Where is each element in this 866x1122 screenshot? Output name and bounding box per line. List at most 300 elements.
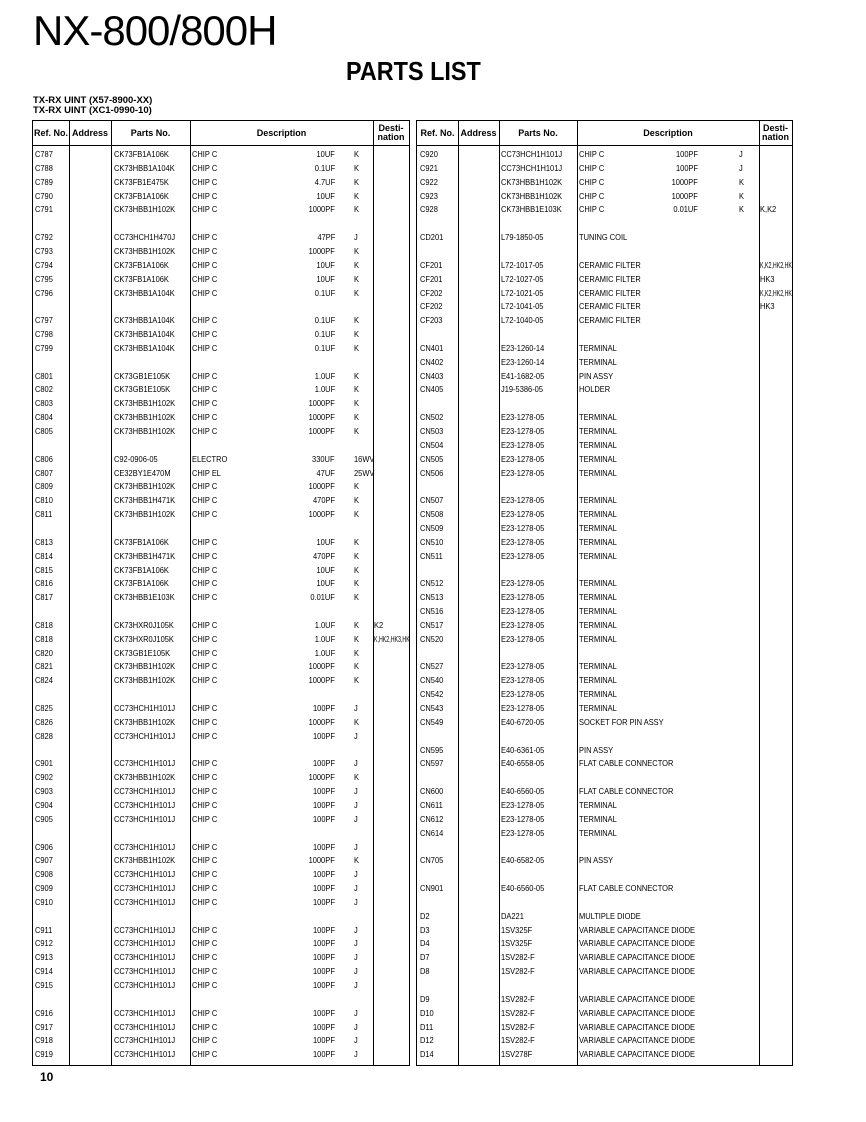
- table-row: [33, 493, 409, 507]
- description: SOCKET FOR PIN ASSY: [579, 716, 664, 727]
- part-no: CK73HBB1H102K: [114, 772, 176, 783]
- value: 10UF: [316, 149, 335, 159]
- part-no: CC73HCH1H101J: [114, 869, 176, 880]
- value: 10UF: [316, 190, 335, 201]
- tolerance: K: [354, 509, 359, 520]
- value: 100PF: [312, 758, 335, 769]
- table-row: [417, 687, 792, 701]
- part-no: CC73HCH1H101J: [114, 813, 176, 824]
- value: 100PF: [312, 730, 335, 741]
- description: ELECTRO: [192, 453, 228, 464]
- description: MULTIPLE DIODE: [579, 910, 641, 921]
- tolerance: J: [354, 758, 358, 769]
- table-row: [417, 812, 792, 826]
- value: 1000PF: [308, 772, 335, 783]
- description: TERMINAL: [579, 578, 617, 589]
- tolerance: K: [354, 329, 359, 340]
- description: CHIP C: [192, 938, 218, 949]
- description: TERMINAL: [579, 522, 617, 533]
- part-no: CK73HXR0J105K: [114, 619, 174, 630]
- value: 100PF: [312, 896, 335, 907]
- ref-no: C910: [35, 896, 53, 907]
- ref-no: C917: [35, 1021, 53, 1032]
- ref-no: C913: [35, 952, 53, 963]
- table-row: [417, 909, 792, 923]
- tolerance: K: [354, 176, 359, 187]
- ref-no: CN517: [420, 619, 444, 630]
- table-row: [33, 396, 409, 410]
- part-no: CC73HCH1H101J: [114, 980, 176, 990]
- header-dest-line1: Desti-: [762, 123, 788, 133]
- header-addr: Address: [460, 127, 497, 138]
- part-no: CC73HCH1H101J: [114, 1021, 176, 1032]
- ref-no: D4: [420, 938, 430, 949]
- part-no: CK73FB1A106K: [114, 273, 169, 284]
- description: CHIP C: [192, 204, 218, 215]
- description: CHIP C: [192, 786, 218, 797]
- ref-no: C795: [35, 273, 53, 284]
- part-no: E23-1278-05: [501, 509, 545, 520]
- table-row: [417, 1033, 792, 1047]
- part-no: E23-1278-05: [501, 675, 545, 686]
- tolerance: J: [354, 841, 358, 852]
- ref-no: C807: [35, 467, 53, 478]
- tolerance: K: [354, 342, 359, 353]
- table-row: [33, 161, 409, 175]
- part-no: 1SV282-F: [501, 993, 535, 1004]
- tolerance: J: [354, 232, 358, 243]
- part-no: CC73HCH1H101J: [114, 730, 176, 741]
- description: FLAT CABLE CONNECTOR: [579, 758, 674, 769]
- value: 100PF: [312, 952, 335, 963]
- tolerance: K: [354, 633, 359, 644]
- value: 1000PF: [308, 509, 335, 520]
- table-row: [417, 798, 792, 812]
- description: TERMINAL: [579, 426, 617, 436]
- part-no: CK73HBB1H102K: [501, 190, 563, 201]
- value: 1000PF: [308, 716, 335, 727]
- ref-no: D11: [420, 1021, 434, 1032]
- table-row: [417, 673, 792, 687]
- ref-no: D2: [420, 910, 430, 921]
- value: 0.1UF: [314, 162, 335, 173]
- description: CHIP C: [192, 952, 218, 963]
- ref-no: C914: [35, 966, 53, 977]
- part-no: E23-1260-14: [501, 356, 545, 367]
- description: TERMINAL: [579, 509, 617, 520]
- part-no: CC73HCH1H101J: [114, 703, 176, 713]
- description: TERMINAL: [579, 536, 617, 547]
- description: TERMINAL: [579, 439, 617, 450]
- description: VARIABLE CAPACITANCE DIODE: [579, 1021, 695, 1032]
- part-no: E23-1260-14: [501, 342, 545, 353]
- header-ref: Ref. No.: [420, 127, 455, 138]
- description: FLAT CABLE CONNECTOR: [579, 786, 674, 797]
- ref-no: CF202: [420, 301, 443, 312]
- value: 0.1UF: [314, 329, 335, 340]
- table-row: [33, 881, 409, 895]
- ref-no: C811: [35, 509, 53, 520]
- tolerance: K: [354, 245, 359, 256]
- value: 100PF: [312, 703, 335, 713]
- description: PIN ASSY: [579, 370, 614, 381]
- part-no: CK73FB1A106K: [114, 578, 169, 589]
- value: 10UF: [316, 578, 335, 589]
- value: 10UF: [316, 536, 335, 547]
- value: 1.0UF: [314, 384, 335, 395]
- table-row: [417, 590, 792, 604]
- ref-no: C809: [35, 481, 53, 492]
- table-row: [417, 964, 792, 978]
- part-no: E23-1278-05: [501, 703, 545, 713]
- tolerance: K: [354, 716, 359, 727]
- value: 1000PF: [308, 204, 335, 215]
- table-row: [417, 466, 792, 480]
- part-no: CK73HBB1H102K: [114, 855, 176, 866]
- part-no: CK73HBB1A104K: [114, 329, 175, 340]
- ref-no: C802: [35, 384, 53, 395]
- tolerance: J: [354, 883, 358, 894]
- table-row: [33, 812, 409, 826]
- part-no: CC73HCH1H101J: [114, 952, 176, 963]
- value: 0.01UF: [673, 204, 698, 215]
- description: CHIP C: [192, 855, 218, 866]
- description: TERMINAL: [579, 813, 617, 824]
- part-no: CK73FB1A106K: [114, 536, 169, 547]
- value: 100PF: [312, 1021, 335, 1032]
- table-row: [33, 853, 409, 867]
- value: 1000PF: [671, 176, 698, 187]
- description: CHIP C: [192, 1007, 218, 1018]
- parts-table-left: [32, 120, 410, 1066]
- value: 100PF: [312, 786, 335, 797]
- description: CHIP C: [192, 426, 218, 436]
- table-row: [33, 729, 409, 743]
- value: 100PF: [312, 924, 335, 935]
- description: CHIP C: [192, 924, 218, 935]
- description: TERMINAL: [579, 592, 617, 603]
- table-row: [417, 950, 792, 964]
- description: VARIABLE CAPACITANCE DIODE: [579, 1049, 695, 1060]
- part-no: E40-6560-05: [501, 883, 545, 894]
- value: 330UF: [312, 453, 335, 464]
- tolerance: K: [354, 190, 359, 201]
- description: TERMINAL: [579, 467, 617, 478]
- description: CHIP C: [192, 315, 218, 326]
- value: 1000PF: [308, 481, 335, 492]
- ref-no: D10: [420, 1007, 434, 1018]
- ref-no: C787: [35, 149, 53, 159]
- part-no: 1SV282-F: [501, 1007, 535, 1018]
- header-dest-line2: nation: [377, 132, 405, 142]
- ref-no: C912: [35, 938, 53, 949]
- ref-no: C788: [35, 162, 53, 173]
- ref-no: CN520: [420, 633, 444, 644]
- table-row: [417, 936, 792, 950]
- table-row: [33, 798, 409, 812]
- tolerance: J: [354, 938, 358, 949]
- description: CHIP C: [192, 1035, 218, 1046]
- tolerance: K: [354, 675, 359, 686]
- table-row: [33, 950, 409, 964]
- description: TERMINAL: [579, 342, 617, 353]
- table-row: [417, 493, 792, 507]
- description: CHIP C: [192, 716, 218, 727]
- ref-no: C919: [35, 1049, 53, 1060]
- tolerance: J: [354, 730, 358, 741]
- ref-no: C799: [35, 342, 53, 353]
- description: CHIP C: [579, 176, 605, 187]
- description: CHIP C: [192, 176, 218, 187]
- header-dest: [373, 121, 409, 145]
- table-row: [417, 313, 792, 327]
- part-no: 1SV282-F: [501, 966, 535, 977]
- part-no: CK73HBB1H102K: [114, 481, 176, 492]
- tolerance: J: [354, 980, 358, 990]
- tolerance: J: [354, 869, 358, 880]
- part-no: CC73HCH1H101J: [114, 938, 176, 949]
- part-no: E23-1278-05: [501, 453, 545, 464]
- value: 100PF: [312, 841, 335, 852]
- part-no: CK73HBB1E103K: [114, 592, 175, 603]
- value: 100PF: [312, 1007, 335, 1018]
- description: CHIP C: [192, 398, 218, 409]
- value: 10UF: [316, 273, 335, 284]
- description: CERAMIC FILTER: [579, 259, 641, 270]
- table-row: [417, 161, 792, 175]
- table-row: [33, 618, 409, 632]
- part-no: CK73HBB1H102K: [114, 245, 176, 256]
- part-no: L72-1041-05: [501, 301, 544, 312]
- description: CHIP C: [192, 232, 218, 243]
- part-no: CK73HBB1H471K: [114, 495, 176, 506]
- tolerance: J: [354, 952, 358, 963]
- table-row: [33, 756, 409, 770]
- part-no: CC73HCH1H101J: [114, 896, 176, 907]
- tolerance: K: [354, 550, 359, 561]
- ref-no: C907: [35, 855, 53, 866]
- ref-no: C793: [35, 245, 53, 256]
- ref-no: C908: [35, 869, 53, 880]
- description: PIN ASSY: [579, 744, 614, 755]
- ref-no: C789: [35, 176, 53, 187]
- table-row: [417, 521, 792, 535]
- description: CERAMIC FILTER: [579, 301, 641, 312]
- tolerance: K: [354, 855, 359, 866]
- table-row: [417, 784, 792, 798]
- ref-no: C825: [35, 703, 53, 713]
- table-row: [417, 355, 792, 369]
- ref-no: D8: [420, 966, 430, 977]
- table-row: [417, 202, 792, 216]
- header-addr: Address: [71, 127, 108, 138]
- part-no: E40-6558-05: [501, 758, 545, 769]
- value: 470PF: [312, 495, 335, 506]
- part-no: E23-1278-05: [501, 633, 545, 644]
- ref-no: CN509: [420, 522, 444, 533]
- model-title: NX-800/800H: [33, 7, 277, 54]
- tolerance: K: [354, 592, 359, 603]
- ref-no: CN402: [420, 356, 444, 367]
- ref-no: C806: [35, 453, 53, 464]
- part-no: CC73HCH1H101J: [114, 799, 176, 810]
- value: 47UF: [316, 467, 335, 478]
- ref-no: C906: [35, 841, 53, 852]
- table-row: [417, 576, 792, 590]
- table-row: [33, 230, 409, 244]
- ref-no: C903: [35, 786, 53, 797]
- ref-no: C815: [35, 564, 53, 575]
- part-no: 1SV282-F: [501, 1035, 535, 1046]
- parts-table-right: [416, 120, 793, 1066]
- part-no: E23-1278-05: [501, 689, 545, 700]
- part-no: E23-1278-05: [501, 799, 545, 810]
- description: CHIP C: [192, 550, 218, 561]
- part-no: E23-1278-05: [501, 578, 545, 589]
- description: CHIP C: [192, 841, 218, 852]
- table-row: [33, 576, 409, 590]
- ref-no: CN540: [420, 675, 444, 686]
- part-no: CK73FB1A106K: [114, 190, 169, 201]
- part-no: E23-1278-05: [501, 426, 545, 436]
- table-row: [33, 1006, 409, 1020]
- table-row: [33, 410, 409, 424]
- table-row: [33, 452, 409, 466]
- part-no: E23-1278-05: [501, 522, 545, 533]
- table-row: [417, 424, 792, 438]
- ref-no: CN543: [420, 703, 444, 713]
- description: CHIP C: [192, 495, 218, 506]
- part-no: 1SV282-F: [501, 952, 535, 963]
- ref-no: C820: [35, 647, 53, 658]
- table-row: [33, 590, 409, 604]
- header-part: Parts No.: [518, 127, 558, 138]
- table-row: [33, 189, 409, 203]
- ref-no: C817: [35, 592, 53, 603]
- description: CHIP C: [192, 245, 218, 256]
- part-no: E23-1278-05: [501, 592, 545, 603]
- table-row: [417, 438, 792, 452]
- ref-no: C902: [35, 772, 53, 783]
- description: CHIP C: [192, 647, 218, 658]
- table-row: [33, 867, 409, 881]
- table-row: [33, 646, 409, 660]
- value: 100PF: [675, 162, 698, 173]
- description: CHIP C: [579, 162, 605, 173]
- ref-no: CN595: [420, 744, 444, 755]
- description: HOLDER: [579, 384, 611, 395]
- value: 100PF: [312, 938, 335, 949]
- tolerance: J: [354, 799, 358, 810]
- tolerance: K: [354, 398, 359, 409]
- table-row: [33, 632, 409, 646]
- part-no: CK73GB1E105K: [114, 384, 171, 395]
- ref-no: CN901: [420, 883, 444, 894]
- description: CHIP C: [192, 661, 218, 672]
- part-no: E23-1278-05: [501, 827, 545, 838]
- ref-no: CN503: [420, 426, 444, 436]
- value: 1000PF: [308, 661, 335, 672]
- value: 1000PF: [308, 398, 335, 409]
- ref-no: C790: [35, 190, 53, 201]
- description: TERMINAL: [579, 689, 617, 700]
- ref-no: C904: [35, 799, 53, 810]
- tolerance: K: [354, 149, 359, 159]
- description: TERMINAL: [579, 703, 617, 713]
- value: 100PF: [312, 813, 335, 824]
- table-row: [33, 466, 409, 480]
- tolerance: J: [354, 1049, 358, 1060]
- ref-no: D7: [420, 952, 430, 963]
- value: 1000PF: [308, 855, 335, 866]
- part-no: CK73HBB1A104K: [114, 287, 175, 298]
- ref-no: CN614: [420, 827, 444, 838]
- part-no: CC73HCH1H101J: [114, 924, 176, 935]
- part-no: CK73HXR0J105K: [114, 633, 174, 644]
- part-no: CC73HCH1H101J: [114, 883, 176, 894]
- ref-no: CN512: [420, 578, 444, 589]
- part-no: E23-1278-05: [501, 467, 545, 478]
- table-row: [33, 1020, 409, 1034]
- table-row: [417, 258, 792, 272]
- description: CHIP C: [192, 149, 218, 159]
- table-row: [33, 313, 409, 327]
- description: TERMINAL: [579, 619, 617, 630]
- value: 1000PF: [308, 412, 335, 423]
- description: CHIP C: [192, 883, 218, 894]
- table-row: [33, 701, 409, 715]
- description: VARIABLE CAPACITANCE DIODE: [579, 966, 695, 977]
- value: 0.01UF: [310, 592, 335, 603]
- value: 1.0UF: [314, 633, 335, 644]
- part-no: CK73HBB1H102K: [114, 412, 176, 423]
- ref-no: C791: [35, 204, 53, 215]
- description: CHIP C: [192, 1021, 218, 1032]
- ref-no: CN513: [420, 592, 444, 603]
- value: 100PF: [312, 799, 335, 810]
- part-no: CC73HCH1H101J: [114, 1007, 176, 1018]
- description: CHIP C: [192, 869, 218, 880]
- table-row: [33, 424, 409, 438]
- ref-no: CN600: [420, 786, 444, 797]
- table-row: [33, 673, 409, 687]
- table-row: [417, 382, 792, 396]
- description: CHIP C: [192, 675, 218, 686]
- part-no: CK73HBB1H102K: [114, 204, 176, 215]
- description: TERMINAL: [579, 453, 617, 464]
- tolerance: K: [739, 204, 744, 215]
- description: CHIP EL: [192, 467, 221, 478]
- description: TERMINAL: [579, 633, 617, 644]
- description: CHIP C: [192, 980, 218, 990]
- ref-no: C804: [35, 412, 53, 423]
- value: 1.0UF: [314, 619, 335, 630]
- part-no: CK73HBB1H102K: [114, 509, 176, 520]
- table-row: [417, 286, 792, 300]
- table-row: [33, 479, 409, 493]
- value: 47PF: [317, 232, 335, 243]
- destination: HK3: [760, 273, 775, 284]
- table-row: [33, 784, 409, 798]
- ref-no: C805: [35, 426, 53, 436]
- description: TERMINAL: [579, 799, 617, 810]
- description: CHIP C: [192, 592, 218, 603]
- description: TERMINAL: [579, 356, 617, 367]
- tolerance: K: [354, 578, 359, 589]
- part-no: E40-6582-05: [501, 855, 545, 866]
- table-row: [417, 1006, 792, 1020]
- table-row: [417, 826, 792, 840]
